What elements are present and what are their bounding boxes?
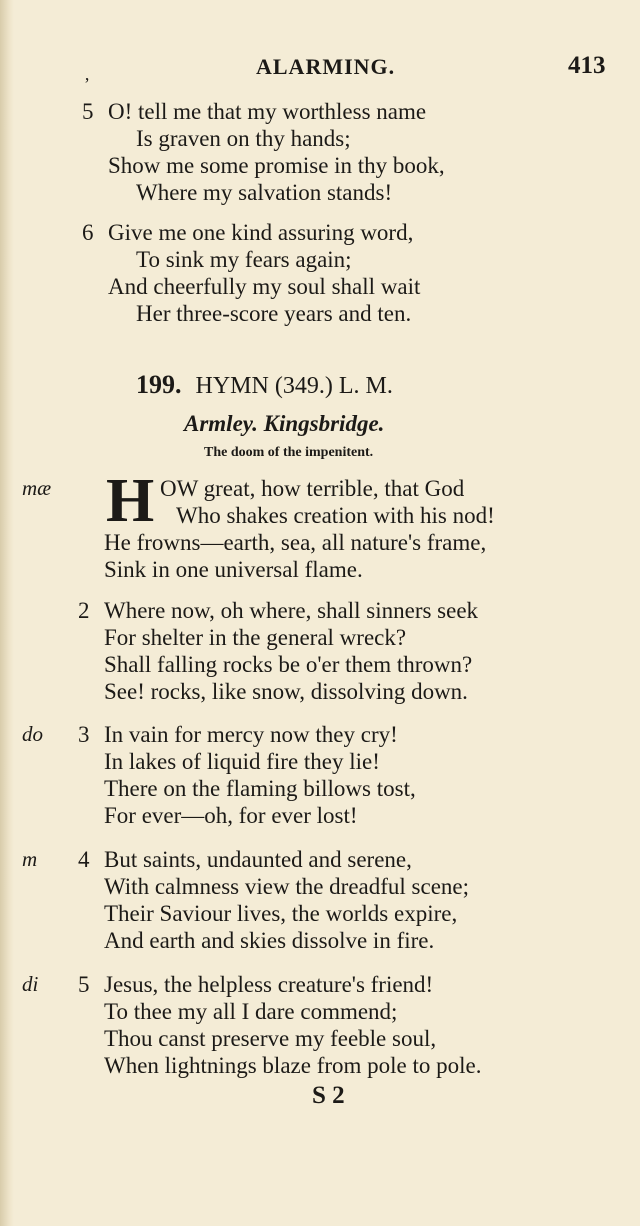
stanza-number: 6 (82, 220, 94, 245)
stanza-number: 4 (78, 847, 90, 872)
verse-line: Her three-score years and ten. (136, 301, 412, 326)
verse-line: He frowns—earth, sea, all nature's frame, (104, 530, 487, 555)
verse-line: See! rocks, like snow, dissolving down. (104, 679, 468, 704)
verse-line: For shelter in the general wreck? (104, 625, 407, 650)
header-mark: ‚ (84, 64, 90, 84)
verse-line: Jesus, the helpless creature's friend! (104, 972, 434, 997)
page-spine-shadow (0, 0, 14, 1226)
verse-line: And cheerfully my soul shall wait (108, 274, 421, 299)
verse-line: Show me some promise in thy book, (108, 153, 445, 178)
stanza-number: 5 (78, 972, 90, 997)
verse-line: Sink in one universal flame. (104, 557, 363, 582)
verse-line: In lakes of liquid fire they lie! (104, 749, 380, 774)
hymn-meter: HYMN (349.) L. M. (195, 373, 393, 399)
hymn-heading (136, 370, 393, 400)
printer-signature-mark: S 2 (312, 1082, 345, 1109)
verse-line: O! tell me that my worthless name (108, 99, 427, 124)
verse-line: Shall falling rocks be o'er them thrown? (104, 652, 473, 677)
drop-cap: H (106, 467, 155, 535)
running-title: ALARMING. (256, 54, 396, 79)
verse-line: Their Saviour lives, the worlds expire, (104, 901, 458, 926)
hymn-number: 199. (136, 370, 182, 399)
hymn-subject: The doom of the impenitent. (204, 445, 374, 460)
stanza-number: 2 (78, 598, 90, 623)
verse-line: With calmness view the dreadful scene; (104, 874, 470, 899)
margin-dynamic-note: do (22, 722, 43, 746)
stanza-number: 5 (82, 99, 94, 124)
verse-line: But saints, undaunted and serene, (104, 847, 412, 872)
verse-line: When lightnings blaze from pole to pole. (104, 1053, 482, 1078)
verse-line: For ever—oh, for ever lost! (104, 803, 358, 828)
verse-line: There on the flaming billows tost, (104, 776, 416, 801)
margin-dynamic-note: mæ (22, 476, 52, 500)
verse-line: OW great, how terrible, that God (160, 476, 465, 501)
verse-line: To thee my all I dare commend; (104, 999, 398, 1024)
margin-dynamic-note: di (22, 972, 39, 996)
stanza-number: 3 (78, 722, 90, 747)
page-number: 413 (568, 52, 606, 79)
tune-names: Armley. Kingsbridge. (184, 411, 385, 436)
verse-line: And earth and skies dissolve in fire. (104, 928, 435, 953)
verse-line: To sink my fears again; (136, 247, 352, 272)
verse-line: Give me one kind assuring word, (108, 220, 414, 245)
verse-line: Who shakes creation with his nod! (176, 503, 495, 528)
verse-line: Thou canst preserve my feeble soul, (104, 1026, 437, 1051)
verse-line: Is graven on thy hands; (136, 126, 351, 151)
verse-line: In vain for mercy now they cry! (104, 722, 398, 747)
margin-dynamic-note: m (22, 847, 38, 871)
verse-line: Where my salvation stands! (136, 180, 393, 205)
verse-line: Where now, oh where, shall sinners seek (104, 598, 479, 623)
